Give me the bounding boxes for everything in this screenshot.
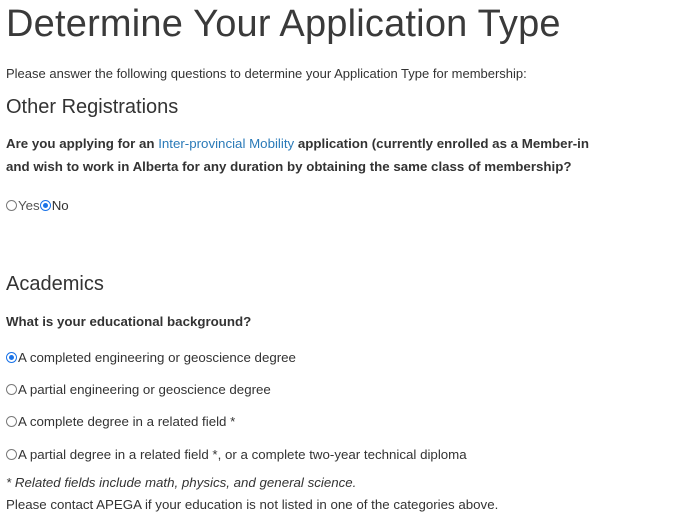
completed-degree-radio[interactable] xyxy=(6,352,17,363)
inter-provincial-mobility-link[interactable]: Inter-provincial Mobility xyxy=(158,136,295,151)
no-radio-label[interactable]: No xyxy=(51,198,69,213)
related-fields-footnote: * Related fields include math, physics, and general science. xyxy=(6,475,357,490)
education-option-related-degree[interactable] xyxy=(6,414,235,429)
academics-heading: Academics xyxy=(6,273,104,295)
mobility-question-line2: and wish to work in Alberta for any duration by obtaining the same class of membership? xyxy=(6,159,572,174)
contact-note: Please contact APEGA if your education is not listed in one of the categories above. xyxy=(6,497,499,512)
partial-related-label[interactable]: A partial degree in a related field *, or a complete two-year technical diploma xyxy=(18,447,467,462)
yes-radio-label[interactable]: Yes xyxy=(18,198,40,213)
related-degree-label[interactable]: A complete degree in a related field * xyxy=(18,414,236,429)
completed-degree-label[interactable]: A completed engineering or geoscience degree xyxy=(18,350,296,365)
mobility-radio-group xyxy=(6,198,69,213)
yes-radio[interactable] xyxy=(6,200,17,211)
education-option-partial-related[interactable] xyxy=(6,447,467,462)
education-option-completed-degree[interactable] xyxy=(6,350,296,365)
related-degree-radio[interactable] xyxy=(6,416,17,427)
no-radio[interactable] xyxy=(40,200,51,211)
mobility-question xyxy=(6,132,589,178)
other-registrations-heading: Other Registrations xyxy=(6,96,179,118)
mobility-question-prefix: Are you applying for an xyxy=(6,136,159,151)
partial-degree-radio[interactable] xyxy=(6,384,17,395)
partial-degree-label[interactable]: A partial engineering or geoscience degree xyxy=(18,382,271,397)
education-question: What is your educational background? xyxy=(6,314,252,329)
education-option-partial-degree[interactable] xyxy=(6,382,271,397)
page-title: Determine Your Application Type xyxy=(6,3,561,45)
intro-text: Please answer the following questions to determine your Application Type for membership: xyxy=(6,66,527,81)
mobility-question-suffix: application (currently enrolled as a Member-in xyxy=(294,136,589,151)
partial-related-radio[interactable] xyxy=(6,449,17,460)
